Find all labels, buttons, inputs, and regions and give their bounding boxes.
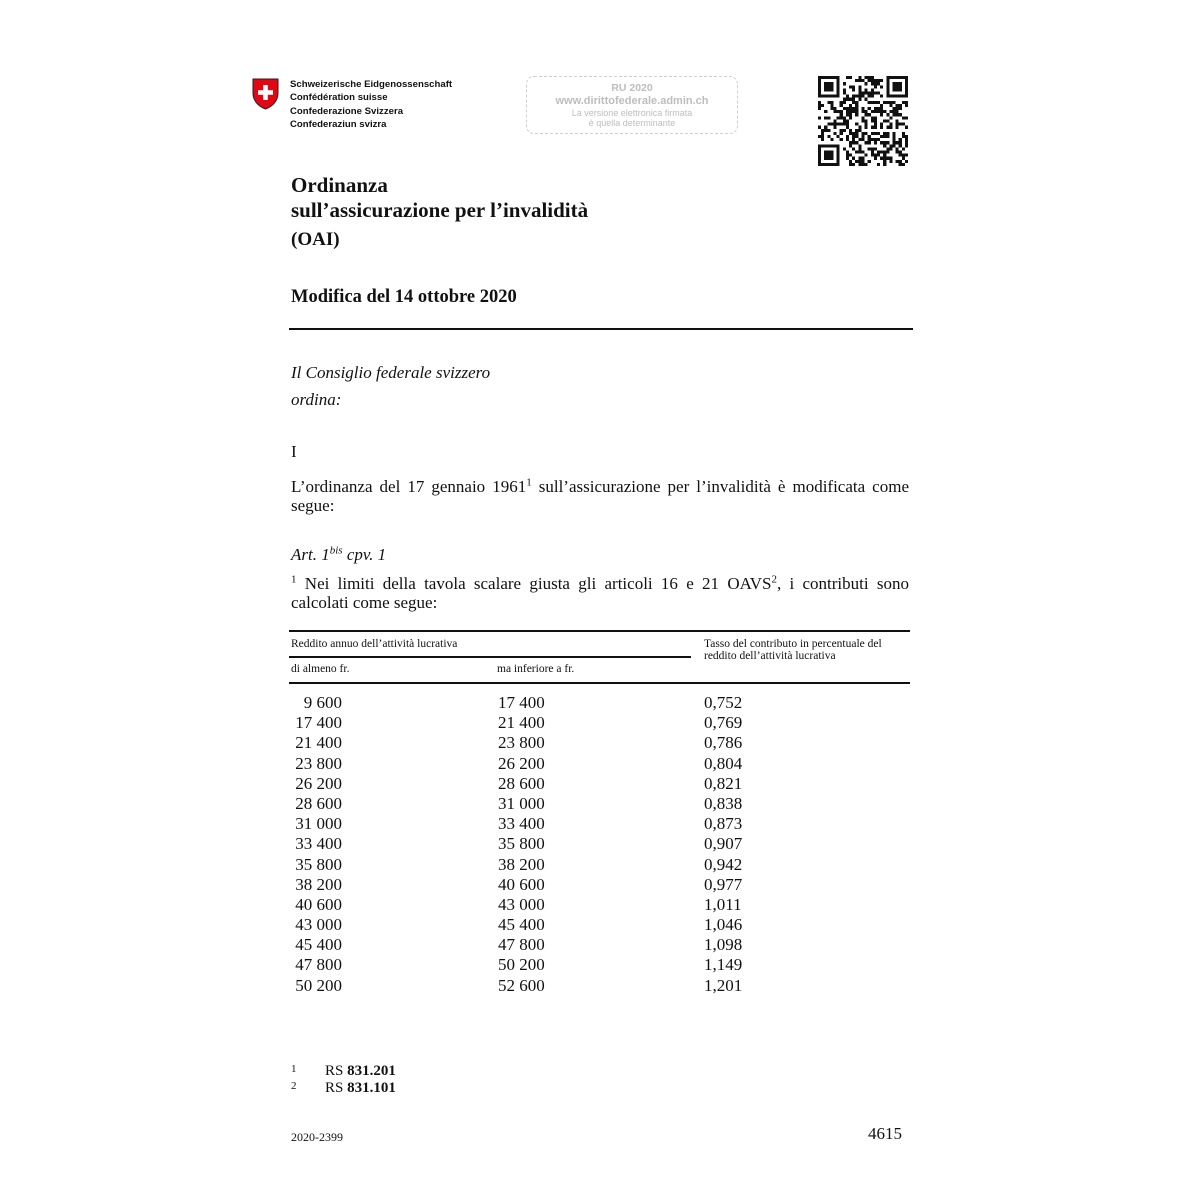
table-header-rate: Tasso del contributo in percentuale del reddito dell’attività lucrativa <box>704 638 882 662</box>
cell-rate: 0,873 <box>704 814 743 834</box>
footnote-2-ref[interactable]: 831.101 <box>347 1080 396 1096</box>
cell-rate: 1,149 <box>704 955 743 975</box>
cell-rate: 1,098 <box>704 935 743 955</box>
cell-min-income: 23 800 <box>295 753 342 773</box>
paragraph-article-end: , i contributi sono calcolati come segue: <box>291 574 909 612</box>
paragraph-article-start: Nei limiti della tavola scalare giusta gli articoli 16 e 21 OAVS <box>296 574 772 593</box>
stamp-url: www.dirittofederale.admin.ch <box>555 95 709 107</box>
paragraph-intro <box>291 477 909 515</box>
cell-rate: 0,977 <box>704 874 743 894</box>
stamp-note-1: La versione elettronica firmata <box>571 108 693 118</box>
cell-max-income: 17 400 <box>498 693 545 712</box>
cell-min-income: 33 400 <box>295 834 342 854</box>
paragraph-number: 1 <box>291 573 297 586</box>
cell-min-income: 28 600 <box>295 793 342 813</box>
footnote-1-ref[interactable]: 831.201 <box>347 1063 396 1079</box>
title-abbreviation: (OAI) <box>291 229 340 250</box>
title-line-1: Ordinanza <box>291 173 388 197</box>
footnote-ref-1[interactable]: 1 <box>526 476 532 489</box>
cell-max-income: 40 600 <box>498 874 545 894</box>
qr-code-icon <box>818 76 908 166</box>
page-number: 4615 <box>868 1124 902 1143</box>
footnote-1-number: 1 <box>291 1063 297 1075</box>
document-title <box>291 173 588 223</box>
cell-min-income: 26 200 <box>295 773 342 793</box>
cell-min-income: 43 000 <box>295 915 342 935</box>
document-number: 2020-2399 <box>291 1130 343 1144</box>
cell-max-income: 23 800 <box>498 733 545 753</box>
amendment-date: Modifica del 14 ottobre 2020 <box>291 287 517 307</box>
table-top-rule <box>289 630 910 632</box>
table-header-rule <box>289 682 910 684</box>
cell-rate: 1,201 <box>704 975 743 995</box>
cell-max-income: 35 800 <box>498 834 545 854</box>
footnote-2-number: 2 <box>291 1080 297 1092</box>
footnote-2 <box>291 1080 396 1097</box>
table-header-min: di almeno fr. <box>291 663 350 675</box>
cell-rate: 0,838 <box>704 793 743 813</box>
preamble-line-2: ordina: <box>291 390 342 409</box>
stamp-note-2: è quella determinante <box>588 118 676 128</box>
cell-rate: 0,752 <box>704 693 743 712</box>
cell-rate: 1,046 <box>704 915 743 935</box>
cell-max-income: 21 400 <box>498 713 545 733</box>
cell-max-income: 50 200 <box>498 955 545 975</box>
cell-rate: 0,769 <box>704 713 743 733</box>
confederation-names <box>290 78 452 131</box>
article-prefix: Art. 1 <box>291 545 330 564</box>
footnote-ref-2[interactable]: 2 <box>771 573 777 586</box>
cell-max-income: 33 400 <box>498 814 545 834</box>
cell-max-income: 47 800 <box>498 935 545 955</box>
cell-max-income: 52 600 <box>498 975 545 995</box>
cell-rate: 0,821 <box>704 773 743 793</box>
cell-rate: 0,942 <box>704 854 743 874</box>
cell-max-income: 45 400 <box>498 915 545 935</box>
cell-rate: 1,011 <box>704 894 742 914</box>
table-header-max: ma inferiore a fr. <box>497 663 575 675</box>
cell-max-income: 38 200 <box>498 854 545 874</box>
cell-min-income: 31 000 <box>295 814 342 834</box>
cell-min-income: 35 800 <box>295 854 342 874</box>
article-suffix: cpv. 1 <box>342 545 387 564</box>
preamble <box>291 359 490 413</box>
cell-max-income: 31 000 <box>498 793 545 813</box>
stamp-ru: RU 2020 <box>611 82 653 94</box>
title-line-2: sull’assicurazione per l’invalidità <box>291 198 589 222</box>
table-header-group: Reddito annuo dell’attività lucrativa <box>291 638 458 650</box>
cell-min-income: 45 400 <box>295 935 342 955</box>
footnote-1 <box>291 1063 396 1080</box>
cell-min-income: 50 200 <box>295 975 342 995</box>
cell-max-income: 26 200 <box>498 753 545 773</box>
ru-stamp <box>526 76 738 134</box>
swiss-crest-icon <box>252 78 279 110</box>
cell-rate: 0,907 <box>704 834 743 854</box>
title-divider <box>289 328 913 330</box>
cell-min-income: 38 200 <box>295 874 342 894</box>
cell-min-income: 40 600 <box>295 894 342 914</box>
cell-min-income: 17 400 <box>295 713 342 733</box>
cell-rate: 0,786 <box>704 733 743 753</box>
cell-max-income: 28 600 <box>498 773 545 793</box>
footnote-1-prefix: RS <box>325 1063 348 1079</box>
article-heading <box>291 545 386 565</box>
section-number: I <box>291 442 297 461</box>
cell-min-income: 9 600 <box>303 693 342 712</box>
footnote-2-prefix: RS <box>325 1080 348 1096</box>
cell-max-income: 43 000 <box>498 894 545 914</box>
confederation-name-it: Confederazione Svizzera <box>290 105 404 117</box>
paragraph-text-start: L’ordinanza del 17 gennaio 1961 <box>291 477 527 496</box>
cell-rate: 0,804 <box>704 753 743 773</box>
confederation-name-rm: Confederaziun svizra <box>290 118 387 130</box>
cell-min-income: 47 800 <box>295 955 342 975</box>
paragraph-article <box>291 574 909 612</box>
article-sup: bis <box>329 544 343 557</box>
confederation-name-fr: Confédération suisse <box>290 92 388 104</box>
table-group-rule <box>289 656 691 658</box>
confederation-name-de: Schweizerische Eidgenossenschaft <box>290 79 453 90</box>
cell-min-income: 21 400 <box>295 733 342 753</box>
paragraph-text-end: sull’assicurazione per l’invalidità è modificata come segue: <box>291 477 909 515</box>
preamble-line-1: Il Consiglio federale svizzero <box>291 363 491 382</box>
